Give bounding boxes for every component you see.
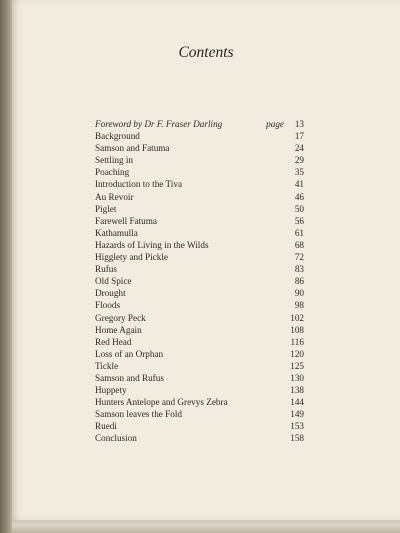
toc-entry bbox=[95, 227, 304, 239]
toc-entry-page: 98 bbox=[294, 300, 304, 311]
toc-entry bbox=[95, 215, 304, 227]
toc-entry-title: Drought bbox=[95, 288, 126, 299]
toc-entry-page: 149 bbox=[290, 409, 304, 420]
toc-entry bbox=[95, 178, 304, 190]
toc-entry bbox=[95, 299, 304, 311]
toc-entry-page: 130 bbox=[290, 372, 304, 383]
toc-entry-page: 116 bbox=[290, 336, 304, 347]
toc-entry-title: Samson leaves the Fold bbox=[95, 409, 183, 420]
toc-entry-page: 61 bbox=[294, 227, 304, 238]
toc-entry-page: 153 bbox=[290, 421, 304, 432]
toc-entry bbox=[95, 360, 304, 372]
toc-entry-title: Red Head bbox=[95, 336, 132, 347]
toc-entry-page: 50 bbox=[294, 203, 304, 214]
toc-entry-page: 41 bbox=[294, 179, 304, 190]
toc-entry bbox=[95, 287, 304, 299]
toc-entry-title: Settling in bbox=[95, 155, 134, 166]
toc-entry-page: 90 bbox=[294, 288, 304, 299]
toc-entry bbox=[95, 251, 304, 263]
toc-entry-title: Old Spice bbox=[95, 276, 132, 287]
toc-entry bbox=[95, 275, 304, 287]
toc-entry-title: Tickle bbox=[95, 360, 119, 371]
toc-entry bbox=[95, 239, 304, 251]
toc-entry-page: 46 bbox=[294, 191, 304, 202]
toc-entry-title: Au Revoir bbox=[95, 191, 134, 202]
table-of-contents bbox=[95, 118, 304, 445]
toc-entry bbox=[95, 203, 304, 215]
toc-entry bbox=[95, 348, 304, 360]
toc-entry-page: 17 bbox=[294, 131, 304, 142]
toc-entry-page: 102 bbox=[290, 312, 304, 323]
toc-entry bbox=[95, 166, 304, 178]
toc-entry-title: Samson and Fatuma bbox=[95, 143, 170, 154]
page-bottom-edge bbox=[12, 520, 400, 533]
contents-page bbox=[12, 0, 400, 520]
toc-entry-page: 125 bbox=[290, 360, 304, 371]
toc-entry-page: 83 bbox=[294, 264, 304, 275]
toc-entry bbox=[95, 130, 304, 142]
toc-entry bbox=[95, 142, 304, 154]
toc-entry-title: Background bbox=[95, 131, 140, 142]
toc-entry-page: 158 bbox=[290, 433, 304, 444]
toc-entry bbox=[95, 396, 304, 408]
toc-entry-title: Poaching bbox=[95, 167, 130, 178]
toc-page-label: page bbox=[266, 119, 284, 129]
toc-entry-title: Huppety bbox=[95, 385, 127, 396]
toc-entry bbox=[95, 312, 304, 324]
toc-entry-title: Loss of an Orphan bbox=[95, 348, 164, 359]
toc-entry bbox=[95, 324, 304, 336]
toc-entry-title: Higglety and Pickle bbox=[95, 252, 168, 263]
toc-entry-title: Samson and Rufus bbox=[95, 372, 164, 383]
toc-entry-title: Introduction to the Tiva bbox=[95, 179, 183, 190]
toc-entry bbox=[95, 191, 304, 203]
toc-entry bbox=[95, 420, 304, 432]
toc-entry-page: 29 bbox=[294, 155, 304, 166]
toc-entry-page: 86 bbox=[294, 276, 304, 287]
toc-entry-page: 35 bbox=[294, 167, 304, 178]
toc-entry-page: 120 bbox=[290, 348, 304, 359]
toc-entry-title: Gregory Peck bbox=[95, 312, 146, 323]
toc-foreword-row bbox=[95, 118, 304, 130]
toc-entry bbox=[95, 408, 304, 420]
toc-entry bbox=[95, 372, 304, 384]
toc-entry-page: 138 bbox=[290, 385, 304, 396]
toc-entries bbox=[95, 130, 304, 444]
toc-entry-title: Piglet bbox=[95, 203, 117, 214]
toc-foreword-label: Foreword by Dr F. Fraser Darling bbox=[95, 119, 223, 129]
toc-entry-page: 56 bbox=[294, 215, 304, 226]
toc-foreword-page: 13 bbox=[294, 119, 304, 129]
toc-entry-page: 68 bbox=[294, 239, 304, 250]
toc-entry-page: 108 bbox=[290, 324, 304, 335]
toc-entry bbox=[95, 336, 304, 348]
toc-entry-title: Farewell Fatuma bbox=[95, 215, 157, 226]
toc-entry-page: 144 bbox=[290, 397, 304, 408]
toc-entry-title: Conclusion bbox=[95, 433, 137, 444]
toc-entry-title: Hazards of Living in the Wilds bbox=[95, 239, 209, 250]
toc-entry-title: Kathamulla bbox=[95, 227, 138, 238]
toc-entry-page: 72 bbox=[294, 252, 304, 263]
toc-entry-title: Home Again bbox=[95, 324, 142, 335]
toc-entry bbox=[95, 432, 304, 444]
toc-entry-page: 24 bbox=[294, 143, 304, 154]
toc-entry-title: Ruedi bbox=[95, 421, 117, 432]
toc-entry bbox=[95, 384, 304, 396]
toc-entry bbox=[95, 154, 304, 166]
toc-entry-title: Rufus bbox=[95, 264, 117, 275]
page-title: Contents bbox=[178, 44, 234, 61]
book-spine bbox=[0, 0, 12, 533]
toc-entry-title: Hunters Antelope and Grevys Zebra bbox=[95, 397, 228, 408]
toc-entry-title: Floods bbox=[95, 300, 121, 311]
toc-entry bbox=[95, 263, 304, 275]
